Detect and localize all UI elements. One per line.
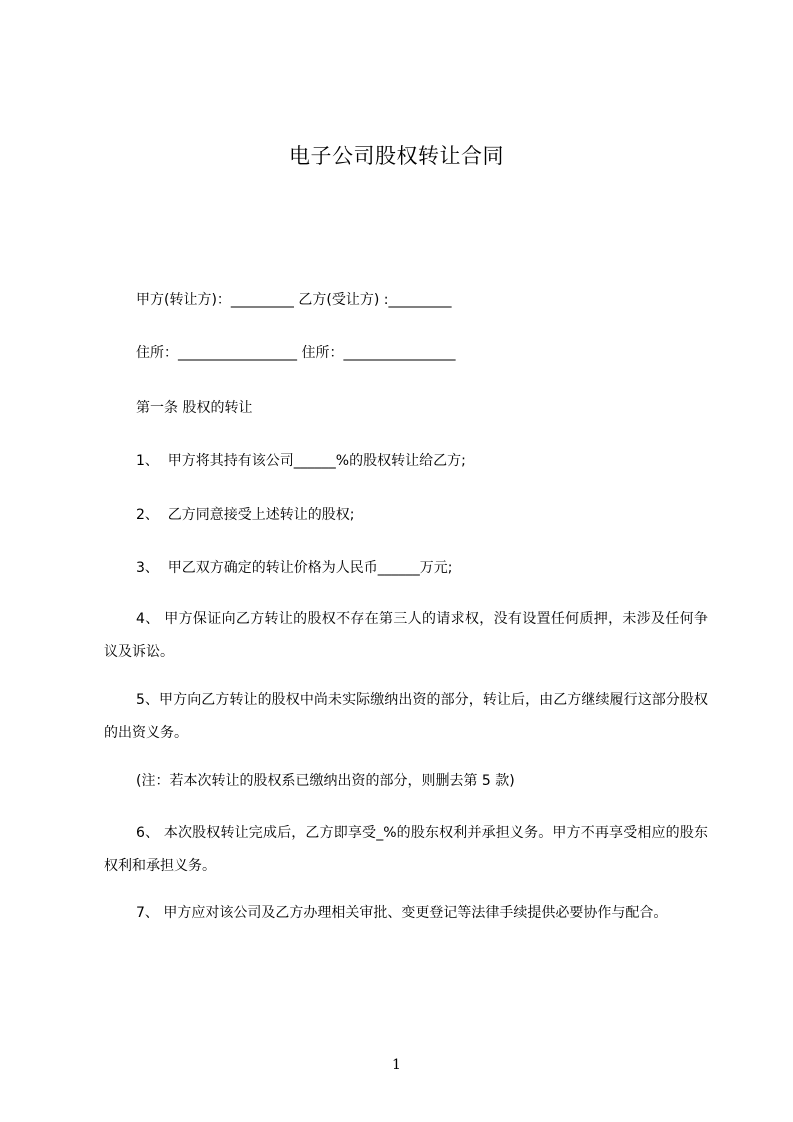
- clause-item-3: 3、 甲乙双方确定的转让价格为人民币______万元;: [136, 560, 453, 576]
- clause-note: (注：若本次转让的股权系已缴纳出资的部分，则删去第 5 款): [136, 773, 515, 789]
- clause-item-1: 1、 甲方将其持有该公司______%的股权转让给乙方;: [136, 453, 466, 469]
- clause-paragraph-5-text: 5、甲方向乙方转让的股权中尚未实际缴纳出资的部分，转让后，由乙方继续履行这部分股权的出资义务。: [104, 692, 708, 741]
- article-heading: 第一条 股权的转让: [136, 400, 253, 416]
- clause-paragraph-5: [104, 684, 708, 750]
- clause-paragraph-7-text: 7、 甲方应对该公司及乙方办理相关审批、变更登记等法律手续提供必要协作与配合。: [136, 905, 668, 921]
- clause-paragraph-4-text: 4、 甲方保证向乙方转让的股权不存在第三人的请求权，没有设置任何质押，未涉及任何争议及诉讼。: [104, 611, 708, 660]
- clause-paragraph-6: [104, 817, 708, 883]
- clause-item-2: 2、 乙方同意接受上述转让的股权;: [136, 507, 355, 523]
- clause-paragraph-7: [104, 897, 708, 930]
- address-line: 住所：_________________ 住所：________________: [136, 345, 456, 361]
- document-title: 电子公司股权转让合同: [289, 144, 504, 168]
- clause-paragraph-4: [104, 603, 708, 669]
- clause-paragraph-6-text: 6、 本次股权转让完成后，乙方即享受_%的股东权利并承担义务。甲方不再享受相应的股东权利和承担义务。: [104, 825, 708, 874]
- parties-line: 甲方(转让方)：_________ 乙方(受让方) :_________: [136, 292, 452, 308]
- page-number: 1: [392, 1057, 401, 1073]
